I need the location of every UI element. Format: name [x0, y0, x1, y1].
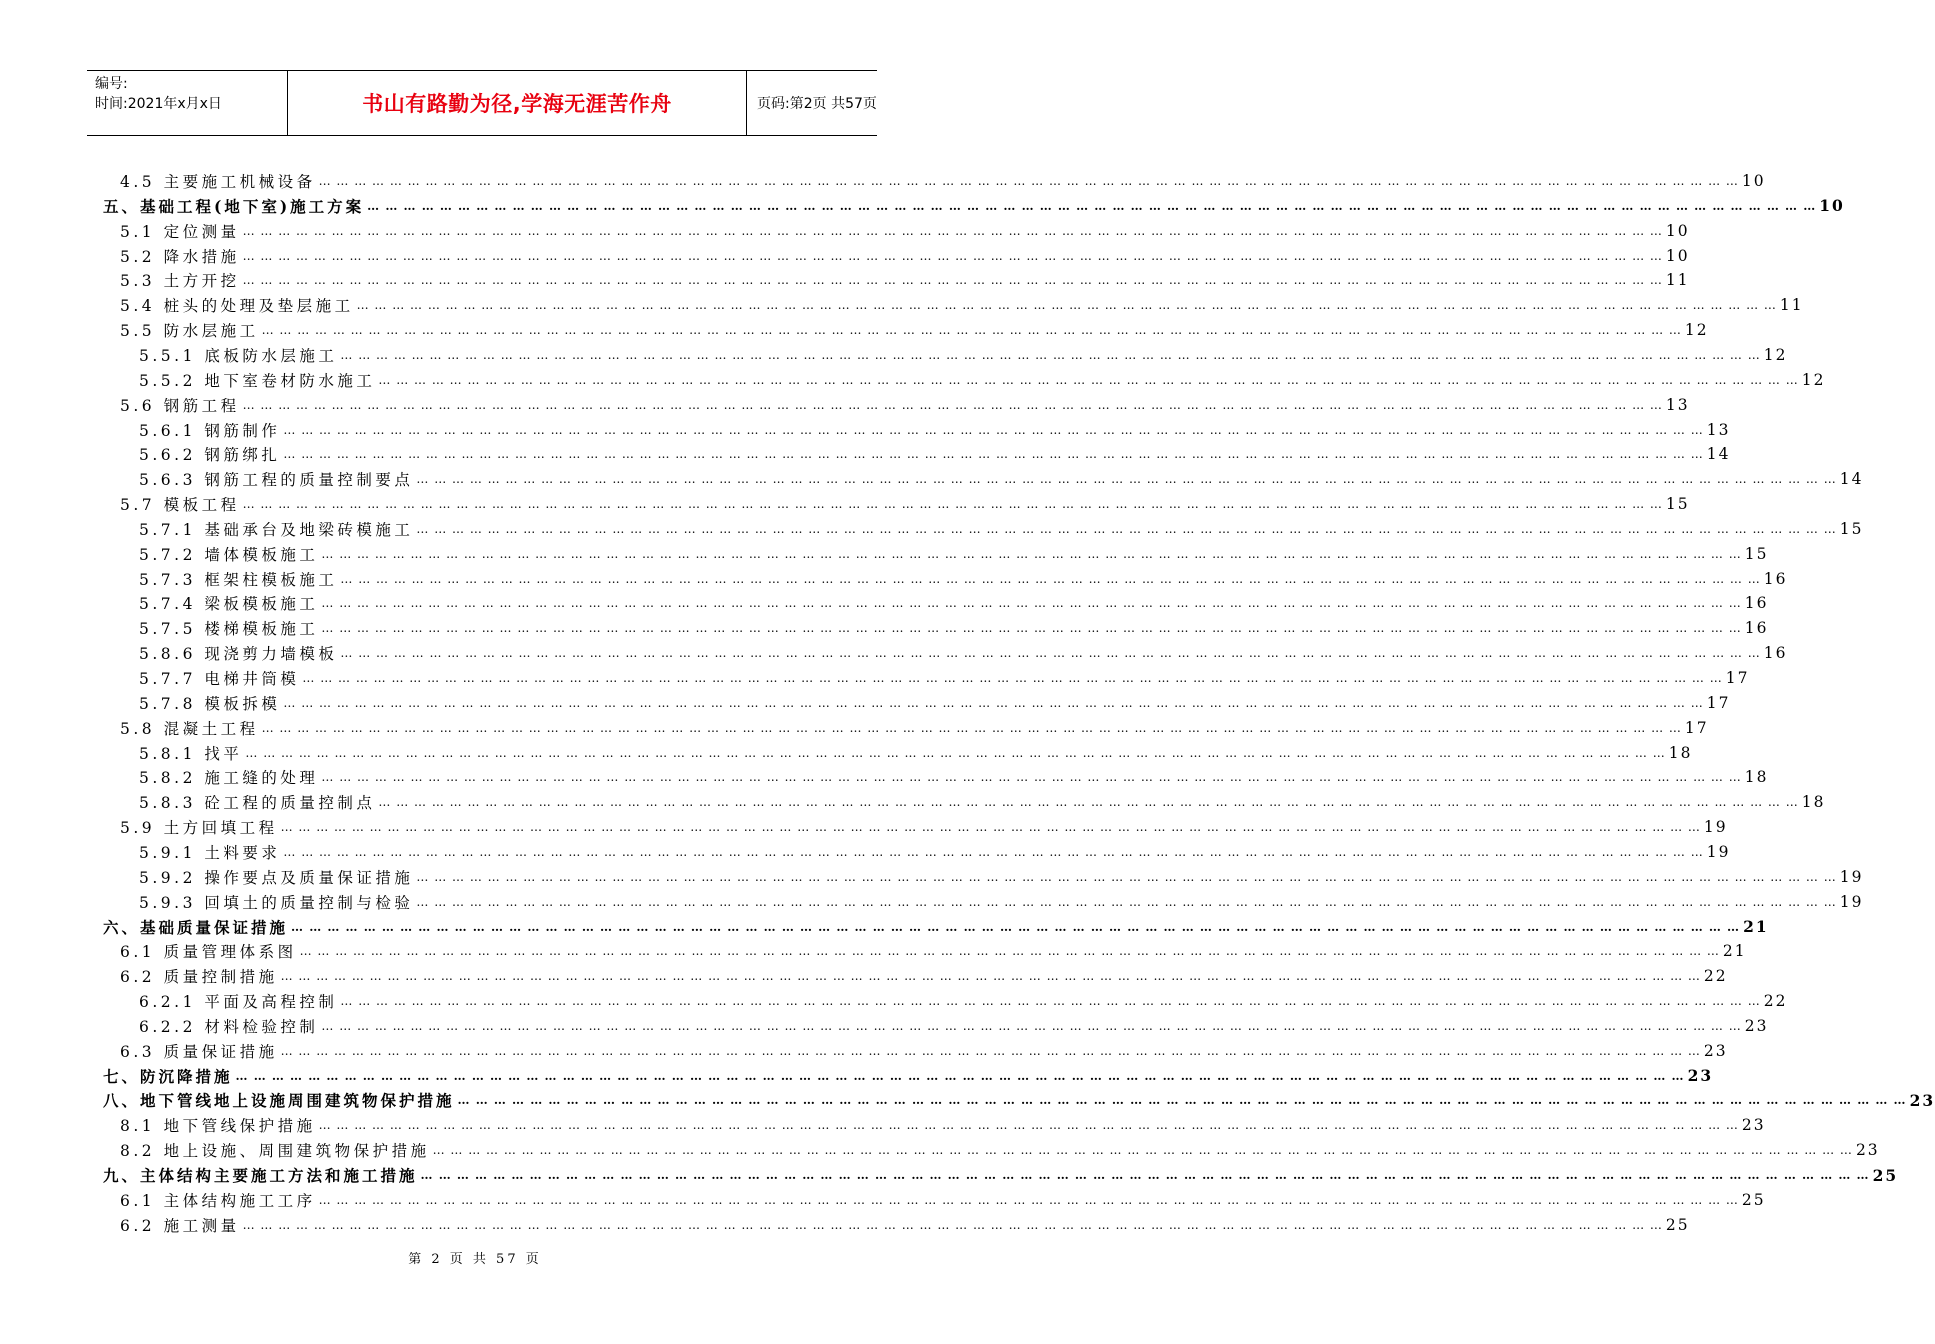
toc-entry-page: 22 — [1703, 967, 1728, 986]
toc-entry-title: 5.5.1 底板防水层施工 — [139, 346, 338, 365]
toc-entry-title: 6.1 质量管理体系图 — [120, 943, 297, 962]
toc-entry[interactable] — [139, 1014, 1769, 1038]
toc-leader-dots: … … … … … … … … … … … … … … … … … … … … … … … … … … … … … … … … … … … … … … … … … … … … … … … … … … … … … … … … … … … … … … … … … … … … … … … … … … … … … … … … — [432, 1143, 1853, 1158]
toc-leader-dots: … … … … … … … … … … … … … … … … … … … … … … … … … … … … … … … … … … … … … … … … … … … … … … … … … … … … … … … … … … … … … … … … … … … … … … … … … … … … … … … … — [242, 273, 1663, 288]
toc-entry-page: 10 — [1819, 196, 1845, 216]
toc-leader-dots: … … … … … … … … … … … … … … … … … … … … … … … … … … … … … … … … … … … … … … … … … … … … … … … … … … … … … … … … … … … … … … … … … … … … … … … … … … … … … … … … — [378, 795, 1799, 810]
toc-entry[interactable] — [139, 989, 1788, 1013]
toc-leader-dots: … … … … … … … … … … … … … … … … … … … … … … … … … … … … … … … … … … … … … … … … … … … … … … … … … … … … … … … … … … … … … … … … … … … … … … … … … … … … … … … … — [261, 720, 1682, 735]
toc-entry-page: 25 — [1872, 1165, 1899, 1185]
toc-entry[interactable] — [120, 169, 1766, 193]
toc-leader-dots: … … … … … … … … … … … … … … … … … … … … … … … … … … … … … … … … … … … … … … … … … … … … … … … … … … … … … … … … … … … … … … … … … … … … … … … … … … … … … … … … — [283, 844, 1704, 859]
toc-leader-dots: … … … … … … … … … … … … … … … … … … … … … … … … … … … … … … … … … … … … … … … … … … … … … … … … … … … … … … … … … … … … … … … … … … … … … … … … … … … … … … … … — [378, 372, 1799, 387]
toc-entry-page: 15 — [1665, 495, 1690, 514]
toc-leader-dots: … … … … … … … … … … … … … … … … … … … … … … … … … … … … … … … … … … … … … … … … … … … … … … … … … … … … … … … … … … … … … … … … … … … … … … … … … … … … … … … … — [302, 671, 1723, 685]
toc-entry-page: 10 — [1665, 221, 1690, 240]
toc-entry-page: 10 — [1665, 246, 1690, 265]
toc-leader-dots: … … … … … … … … … … … … … … … … … … … … … … … … … … … … … … … … … … … … … … … … … … … … … … … … … … … … … … … … … … … … … … … … … … … … … … … … … … … … … … … … — [321, 596, 1742, 611]
toc-entry[interactable] — [139, 865, 1864, 889]
toc-entry[interactable] — [120, 268, 1690, 292]
toc-entry-page: 23 — [1687, 1066, 1714, 1086]
toc-entry-title: 五、基础工程(地下室)施工方案 — [103, 196, 365, 216]
toc-entry[interactable] — [139, 368, 1826, 392]
toc-entry[interactable] — [139, 442, 1731, 466]
toc-entry-page: 22 — [1763, 992, 1788, 1011]
toc-entry[interactable] — [139, 790, 1826, 814]
toc-entry[interactable] — [120, 1138, 1880, 1162]
toc-leader-dots: … … … … … … … … … … … … … … … … … … … … … … … … … … … … … … … … … … … … … … … … … … … … … … … … … … … … … … … … … … … … … … … … … … … … … … … … … … … … … … … … — [340, 571, 1761, 586]
toc-leader-dots: … … … … … … … … … … … … … … … … … … … … … … … … … … … … … … … … … … … … … … … … … … … … … … … … … … … … … … … … … … … … … … … … … … … … … … … … … … … … … … … … — [280, 969, 1701, 984]
toc-entry-page: 17 — [1725, 669, 1750, 687]
toc-leader-dots: … … … … … … … … … … … … … … … … … … … … … … … … … … … … … … … … … … … … … … … … … … … … … … … … … … … … … … … … … … … … … … … … … … … … … … … … … … … … … … … … — [356, 298, 1777, 313]
toc-entry-page: 23 — [1741, 1116, 1766, 1135]
toc-entry[interactable] — [120, 1213, 1690, 1237]
toc-entry-page: 10 — [1741, 172, 1766, 190]
toc-entry-title: 5.6.2 钢筋绑扎 — [139, 446, 281, 465]
toc-entry-title: 5.9 土方回填工程 — [120, 819, 278, 838]
toc-entry-page: 14 — [1839, 470, 1864, 489]
toc-leader-dots: … … … … … … … … … … … … … … … … … … … … … … … … … … … … … … … … … … … … … … … … … … … … … … … … … … … … … … … … … … … … … … … … … … … … … … … … … … … … … … … … — [280, 1043, 1701, 1058]
toc-entry-title: 6.2 质量控制措施 — [120, 968, 278, 987]
toc-entry[interactable] — [139, 542, 1769, 566]
toc-entry[interactable] — [120, 1039, 1728, 1063]
toc-entry-title: 5.8.3 砼工程的质量控制点 — [139, 794, 376, 813]
toc-leader-dots: … … … … … … … … … … … … … … … … … … … … … … … … … … … … … … … … … … … … … … … … … … … … … … … … … … … … … … … … … … … … … … … … … … … … … … … … … … … … … … … … — [321, 546, 1742, 561]
toc-entry-title: 5.5.2 地下室卷材防水施工 — [139, 371, 376, 390]
toc-entry[interactable] — [139, 741, 1693, 765]
toc-entry-page: 25 — [1665, 1215, 1690, 1234]
toc-entry[interactable] — [139, 418, 1731, 442]
toc-entry-title: 5.2 降水措施 — [120, 247, 240, 266]
toc-entry-page: 17 — [1684, 718, 1709, 737]
toc-leader-dots: … … … … … … … … … … … … … … … … … … … … … … … … … … … … … … … … … … … … … … … … … … … … … … … … … … … … … … … … … … … … … … … … … … … … … … … … … … … … … … … … — [321, 1018, 1742, 1033]
toc-entry-title: 5.6.1 钢筋制作 — [139, 421, 281, 440]
toc-entry[interactable] — [120, 318, 1709, 342]
toc-entry-title: 六、基础质量保证措施 — [103, 917, 289, 937]
toc-entry-title: 5.7 模板工程 — [120, 496, 240, 515]
toc-entry-page: 18 — [1801, 793, 1826, 812]
toc-leader-dots: … … … … … … … … … … … … … … … … … … … … … … … … … … … … … … … … … … … … … … … … … … … … … … … … … … … … … … … … … … … … … … … … … … … … … … … … … … … … … … … … — [416, 894, 1837, 909]
toc-entry[interactable] — [139, 691, 1731, 715]
toc-entry-title: 5.4 桩头的处理及垫层施工 — [120, 297, 354, 316]
toc-entry-page: 19 — [1839, 867, 1864, 886]
toc-entry-title: 6.2.1 平面及高程控制 — [139, 993, 338, 1012]
header-motto: 书山有路勤为径,学海无涯苦作舟 — [362, 92, 672, 116]
toc-leader-dots: … … … … … … … … … … … … … … … … … … … … … … … … … … … … … … … … … … … … … … … … … … … … … … … … … … … … … … … … … … … … … … … … … … … … … … … … … … … … … … … … — [340, 994, 1761, 1009]
toc-entry-page: 19 — [1703, 818, 1728, 837]
toc-entry-page: 23 — [1855, 1141, 1880, 1160]
toc-entry-title: 八、地下管线地上设施周围建筑物保护措施 — [103, 1091, 455, 1111]
toc-entry-page: 21 — [1743, 917, 1769, 936]
toc-entry[interactable] — [120, 219, 1690, 243]
toc-entry-title: 6.1 主体结构施工工序 — [120, 1191, 316, 1210]
toc-entry[interactable] — [120, 244, 1690, 268]
toc-leader-dots: … … … … … … … … … … … … … … … … … … … … … … … … … … … … … … … … … … … … … … … … … … … … … … … … … … … … … … … … … … … … … … … … … … … … … … … … … … … … … … … … — [416, 869, 1837, 884]
header-page-code: 页码:第2页 共57页 — [757, 96, 877, 112]
toc-entry-page: 11 — [1779, 296, 1804, 315]
toc-leader-dots: … … … … … … … … … … … … … … … … … … … … … … … … … … … … … … … … … … … … … … … … … … … … … … … … … … … … … … … … … … … … … … … … … … … … … … … … … … … … … … … … — [283, 695, 1704, 710]
toc-entry-title: 5.9.2 操作要点及质量保证措施 — [139, 868, 414, 887]
toc-leader-dots: … … … … … … … … … … … … … … … … … … … … … … … … … … … … … … … … … … … … … … … … … … … … … … … … … … … … … … … … … … … … … … … … … … … … … … … … … … … … … … … … — [321, 770, 1742, 785]
toc-entry[interactable] — [139, 666, 1750, 690]
toc-entry[interactable] — [120, 393, 1690, 417]
toc-entry-title: 七、防沉降措施 — [103, 1066, 233, 1086]
toc-leader-dots: … … … … … … … … … … … … … … … … … … … … … … … … … … … … … … … … … … … … … … … … … … … … … … … … … … … … … … … … … … … … … … … … … … … … … … … … … … … … … … … … — [318, 1118, 1739, 1133]
toc-entry[interactable] — [120, 293, 1804, 317]
toc-entry[interactable] — [139, 467, 1864, 491]
toc-leader-dots: … … … … … … … … … … … … … … … … … … … … … … … … … … … … … … … … … … … … … … … … … … … … … … … … … … … … … … … … … … … … … … … … … … … … … … … … … … … … … … … … — [416, 472, 1837, 487]
toc-entry[interactable] — [120, 492, 1690, 516]
toc-leader-dots: … … … … … … … … … … … … … … … … … … … … … … … … … … … … … … … … … … … … … … … … … … … … … … … … … … … … … … … … … … … … … … … … … … … … … … … … … … … … … … … … — [416, 521, 1837, 536]
toc-leader-dots: … … … … … … … … … … … … … … … … … … … … … … … … … … … … … … … … … … … … … … … … … … … … … … … … … … … … … … … … … … … … … … … … … … … … … … … … … … … … … … … … — [457, 1093, 1907, 1108]
toc-entry-title: 4.5 主要施工机械设备 — [120, 173, 316, 191]
toc-entry[interactable] — [139, 591, 1769, 615]
toc-leader-dots: … … … … … … … … … … … … … … … … … … … … … … … … … … … … … … … … … … … … … … … … … … … … … … … … … … … … … … … … … … … … … … … … … … … … … … … … … … … … … … … … — [420, 1168, 1870, 1182]
toc-entry-page: 16 — [1763, 569, 1788, 588]
toc-leader-dots: … … … … … … … … … … … … … … … … … … … … … … … … … … … … … … … … … … … … … … … … … … … … … … … … … … … … … … … … … … … … … … … … … … … … … … … … … … … … … … … … — [245, 745, 1666, 760]
toc-entry[interactable] — [139, 840, 1731, 864]
toc-entry-title: 6.2 施工测量 — [120, 1216, 240, 1235]
document-time-label: 时间:2021年x月x日 — [95, 96, 222, 112]
toc-entry-page: 23 — [1744, 1016, 1769, 1035]
toc-leader-dots: … … … … … … … … … … … … … … … … … … … … … … … … … … … … … … … … … … … … … … … … … … … … … … … … … … … … … … … … … … … … … … … … … … … … … … … … … … … … … … … … — [340, 646, 1761, 661]
toc-entry-title: 5.8.2 施工缝的处理 — [139, 769, 319, 788]
toc-entry-page: 12 — [1684, 321, 1709, 340]
toc-leader-dots: … … … … … … … … … … … … … … … … … … … … … … … … … … … … … … … … … … … … … … … … … … … … … … … … … … … … … … … … … … … … … … … … … … … … … … … … … … … … … … … … — [291, 919, 1741, 934]
toc-entry[interactable] — [139, 343, 1788, 367]
toc-entry[interactable] — [120, 939, 1747, 963]
toc-entry-page: 15 — [1839, 519, 1864, 538]
toc-leader-dots: … … … … … … … … … … … … … … … … … … … … … … … … … … … … … … … … … … … … … … … … … … … … … … … … … … … … … … … … … … … … … … … … … … … … … … … … … … … … … … … … — [235, 1068, 1685, 1083]
toc-entry-title: 5.9.3 回填土的质量控制与检验 — [139, 893, 414, 912]
page-footer: 第 2 页 共 57 页 — [408, 1252, 542, 1267]
toc-leader-dots: … … … … … … … … … … … … … … … … … … … … … … … … … … … … … … … … … … … … … … … … … … … … … … … … … … … … … … … … … … … … … … … … … … … … … … … … … … … … … … … … — [340, 347, 1761, 362]
toc-leader-dots: … … … … … … … … … … … … … … … … … … … … … … … … … … … … … … … … … … … … … … … … … … … … … … … … … … … … … … … … … … … … … … … … … … … … … … … … … … … … … … … … — [242, 248, 1663, 263]
toc-leader-dots: … … … … … … … … … … … … … … … … … … … … … … … … … … … … … … … … … … … … … … … … … … … … … … … … … … … … … … … … … … … … … … … … … … … … … … … … … … … … … … … … — [299, 944, 1720, 959]
toc-entry-title: 5.8 混凝土工程 — [120, 719, 259, 738]
toc-leader-dots: … … … … … … … … … … … … … … … … … … … … … … … … … … … … … … … … … … … … … … … … … … … … … … … … … … … … … … … … … … … … … … … … … … … … … … … … … … … … … … … … — [242, 1217, 1663, 1232]
toc-entry-title: 5.7.8 模板拆模 — [139, 694, 281, 713]
toc-entry[interactable] — [139, 616, 1769, 640]
toc-entry[interactable] — [103, 915, 1769, 939]
toc-entry-page: 23 — [1703, 1041, 1728, 1060]
toc-leader-dots: … … … … … … … … … … … … … … … … … … … … … … … … … … … … … … … … … … … … … … … … … … … … … … … … … … … … … … … … … … … … … … … … … … … … … … … … … … … … … … … … — [242, 223, 1663, 238]
toc-entry-title: 5.6 钢筋工程 — [120, 396, 240, 415]
toc-leader-dots: … … … … … … … … … … … … … … … … … … … … … … … … … … … … … … … … … … … … … … … … … … … … … … … … … … … … … … … … … … … … … … … … … … … … … … … … … … … … … … … … — [283, 422, 1704, 437]
toc-entry[interactable] — [120, 1188, 1766, 1212]
toc-entry-title: 5.7.2 墙体模板施工 — [139, 545, 319, 564]
toc-entry-page: 18 — [1744, 768, 1769, 787]
document-number-label: 编号: — [95, 76, 128, 92]
toc-entry-page: 14 — [1706, 445, 1731, 464]
toc-entry[interactable] — [103, 1064, 1714, 1088]
toc-entry-page: 12 — [1763, 345, 1788, 364]
toc-entry-title: 5.9.1 土料要求 — [139, 843, 281, 862]
toc-entry-title: 5.8.1 找平 — [139, 744, 243, 763]
toc-leader-dots: … … … … … … … … … … … … … … … … … … … … … … … … … … … … … … … … … … … … … … … … … … … … … … … … … … … … … … … … … … … … … … … … … … … … … … … … … … … … … … … … — [318, 174, 1739, 188]
toc-entry-title: 5.7.1 基础承台及地梁砖模施工 — [139, 520, 414, 539]
toc-entry-page: 16 — [1763, 644, 1788, 663]
toc-entry-title: 8.2 地上设施、周围建筑物保护措施 — [120, 1142, 430, 1161]
toc-entry-title: 九、主体结构主要施工方法和施工措施 — [103, 1166, 418, 1185]
toc-entry-page: 12 — [1801, 370, 1826, 389]
toc-entry-title: 5.7.4 梁板模板施工 — [139, 595, 319, 614]
toc-entry[interactable] — [103, 1163, 1899, 1187]
toc-entry-title: 5.7.3 框架柱模板施工 — [139, 570, 338, 589]
toc-entry-page: 16 — [1744, 594, 1769, 613]
toc-entry-page: 13 — [1706, 420, 1731, 439]
toc-entry-title: 5.7.5 楼梯模板施工 — [139, 620, 319, 639]
toc-entry[interactable] — [139, 517, 1864, 541]
toc-entry[interactable] — [139, 890, 1864, 914]
toc-entry-page: 21 — [1722, 942, 1747, 961]
toc-entry[interactable] — [120, 716, 1709, 740]
toc-entry[interactable] — [139, 765, 1769, 789]
toc-entry-page: 16 — [1744, 619, 1769, 638]
toc-entry-page: 13 — [1665, 395, 1690, 414]
toc-leader-dots: … … … … … … … … … … … … … … … … … … … … … … … … … … … … … … … … … … … … … … … … … … … … … … … … … … … … … … … … … … … … … … … … … … … … … … … … … … … … … … … … — [318, 1192, 1739, 1207]
toc-entry-page: 11 — [1665, 271, 1690, 290]
toc-leader-dots: … … … … … … … … … … … … … … … … … … … … … … … … … … … … … … … … … … … … … … … … … … … … … … … … … … … … … … … … … … … … … … … … … … … … … … … … … … … … … … … … — [283, 447, 1704, 462]
toc-entry[interactable] — [103, 194, 1845, 218]
toc-entry[interactable] — [139, 641, 1788, 665]
toc-entry-title: 6.2.2 材料检验控制 — [139, 1017, 319, 1036]
toc-entry-title: 5.6.3 钢筋工程的质量控制要点 — [139, 471, 414, 490]
toc-leader-dots: … … … … … … … … … … … … … … … … … … … … … … … … … … … … … … … … … … … … … … … … … … … … … … … … … … … … … … … … … … … … … … … … … … … … … … … … … … … … … … … … — [242, 497, 1663, 512]
toc-entry-title: 5.7.7 电梯井筒模 — [139, 670, 300, 688]
toc-leader-dots: … … … … … … … … … … … … … … … … … … … … … … … … … … … … … … … … … … … … … … … … … … … … … … … … … … … … … … … … … … … … … … … … … … … … … … … … … … … … … … … … — [261, 323, 1682, 338]
toc-entry[interactable] — [103, 1088, 1935, 1112]
toc-entry-page: 17 — [1706, 693, 1731, 712]
toc-leader-dots: … … … … … … … … … … … … … … … … … … … … … … … … … … … … … … … … … … … … … … … … … … … … … … … … … … … … … … … … … … … … … … … … … … … … … … … … … … … … … … … … — [280, 820, 1701, 835]
toc-entry-page: 18 — [1668, 743, 1693, 762]
toc-leader-dots: … … … … … … … … … … … … … … … … … … … … … … … … … … … … … … … … … … … … … … … … … … … … … … … … … … … … … … … … … … … … … … … … … … … … … … … … … … … … … … … … — [321, 621, 1742, 636]
toc-entry-title: 5.1 定位测量 — [120, 222, 240, 241]
toc-entry-title: 5.8.6 现浇剪力墙模板 — [139, 645, 338, 664]
toc-leader-dots: … … … … … … … … … … … … … … … … … … … … … … … … … … … … … … … … … … … … … … … … … … … … … … … … … … … … … … … … … … … … … … … … … … … … … … … … … … … … … … … … — [367, 198, 1817, 213]
toc-entry-page: 25 — [1741, 1190, 1766, 1209]
toc-entry-title: 6.3 质量保证措施 — [120, 1042, 278, 1061]
toc-entry-title: 5.5 防水层施工 — [120, 322, 259, 341]
toc-entry[interactable] — [139, 567, 1788, 591]
toc-entry-page: 19 — [1839, 892, 1864, 911]
toc-entry[interactable] — [120, 1113, 1766, 1137]
toc-entry-title: 5.3 土方开挖 — [120, 272, 240, 291]
toc-entry[interactable] — [120, 815, 1728, 839]
toc-leader-dots: … … … … … … … … … … … … … … … … … … … … … … … … … … … … … … … … … … … … … … … … … … … … … … … … … … … … … … … … … … … … … … … … … … … … … … … … … … … … … … … … — [242, 397, 1663, 412]
toc-entry-page: 15 — [1744, 544, 1769, 563]
toc-entry-title: 8.1 地下管线保护措施 — [120, 1117, 316, 1136]
toc-entry-page: 19 — [1706, 842, 1731, 861]
toc-entry-page: 23 — [1909, 1090, 1935, 1110]
toc-entry[interactable] — [120, 964, 1728, 988]
